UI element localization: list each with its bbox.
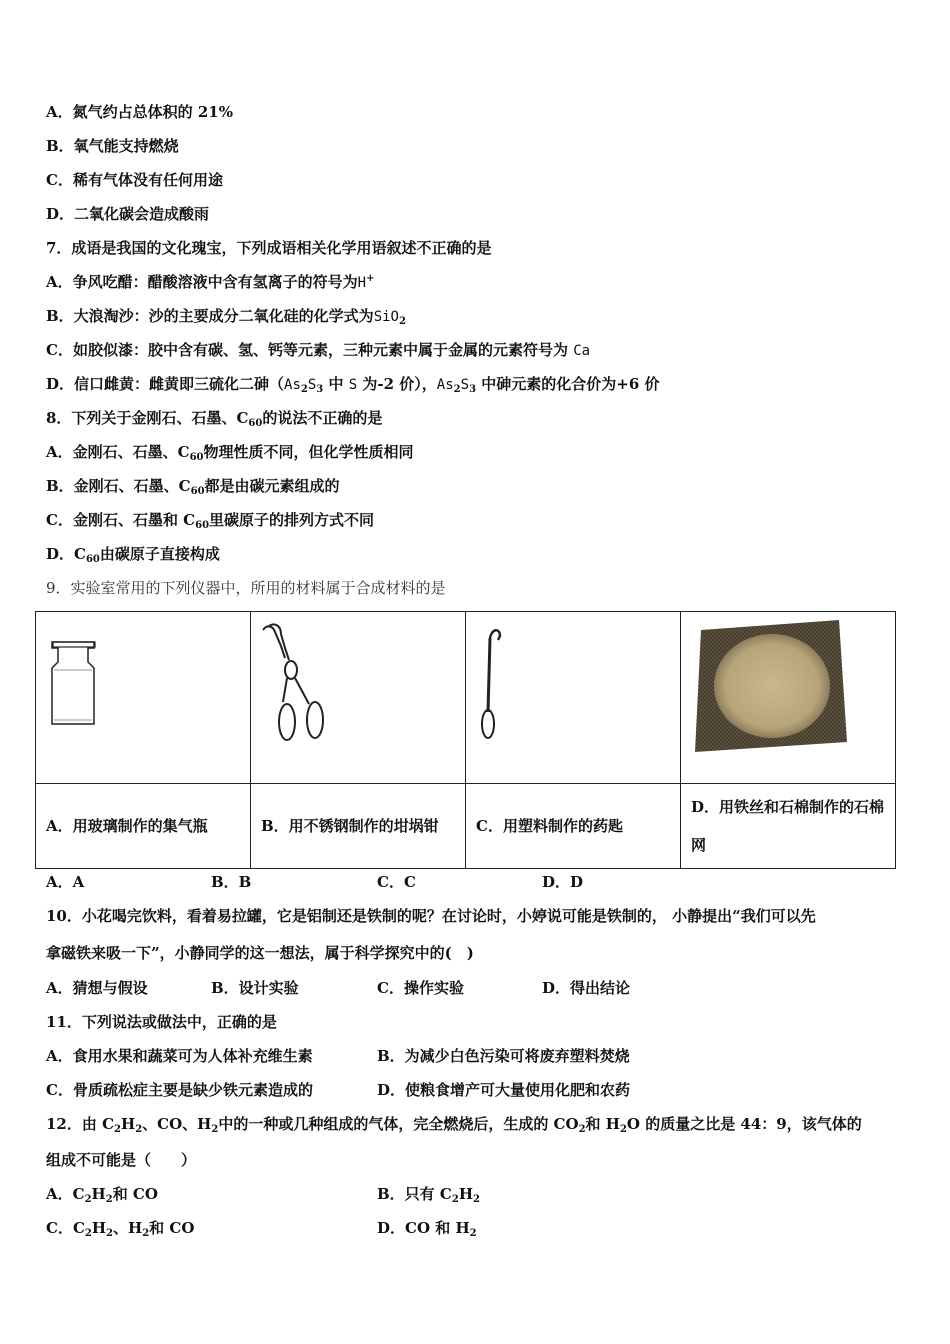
q7-d-text1: D．信口雌黄：雌黄即三硫化二砷（ <box>46 375 285 393</box>
q12-l1-s2: 2 <box>135 1124 143 1135</box>
q9-cell-b-label: B．用不锈钢制作的坩埚钳 <box>251 784 466 869</box>
q7-option-b <box>46 306 406 327</box>
q7-option-c <box>46 340 590 361</box>
q8-option-c <box>46 510 374 530</box>
q12-l1-s4: 2 <box>578 1124 586 1135</box>
q12-b-pre: B．只有 C <box>377 1185 452 1203</box>
q7-d-f2-sub: 3 <box>316 384 324 395</box>
q7-d-text2: 中 <box>328 375 344 393</box>
q9-answer-c: C．C <box>377 873 416 891</box>
q11-option-d: D．使粮食增产可大量使用化肥和农药 <box>377 1081 631 1099</box>
q8-stem <box>46 408 382 428</box>
q7-c-text: C．如胶似漆：胶中含有碳、氢、钙等元素，三种元素中属于金属的元素符号为 <box>46 341 568 359</box>
q8-option-a <box>46 442 414 462</box>
q9-cell-a-label: A．用玻璃制作的集气瓶 <box>36 784 251 869</box>
q8-a-sub: 60 <box>189 452 204 463</box>
q7-d-f3-sub: 2 <box>453 384 461 395</box>
q6-option-d: D．二氧化碳会造成酸雨 <box>46 205 210 223</box>
q10-option-c: C．操作实验 <box>377 979 464 997</box>
q7-b-formula: SiO <box>373 309 399 325</box>
q12-c-s1: 2 <box>84 1228 92 1239</box>
q12-option-a <box>46 1184 158 1204</box>
q12-l1-e: 和 H <box>585 1115 620 1133</box>
q9-stem: 9．实验室常用的下列仪器中，所用的材料属于合成材料的是 <box>46 579 446 597</box>
q7-a-text: A．争风吃醋：醋酸溶液中含有氢离子的符号为 <box>46 273 358 291</box>
q9-cell-b-image <box>251 612 466 784</box>
q7-d-text4: 中砷元素的化合价为+6 价 <box>481 375 660 393</box>
q7-b-text: B．大浪淘沙：沙的主要成分二氧化硅的化学式为 <box>46 307 374 325</box>
asbestos-gauze-icon <box>681 612 896 783</box>
q7-stem: 7．成语是我国的文化瑰宝，下列成语相关化学用语叙述不正确的是 <box>46 239 492 257</box>
q10-line2: 拿磁铁来吸一下”，小静同学的这一想法，属于科学探究中的( ) <box>46 944 474 962</box>
q12-l1-s1: 2 <box>114 1124 122 1135</box>
q8-d-sub: 60 <box>85 554 100 565</box>
q6-option-a: A．氮气约占总体积的 21% <box>46 103 233 121</box>
q9-answer-d: D．D <box>542 873 584 891</box>
q8-option-d <box>46 544 220 564</box>
q12-l1-d: 中的一种或几种组成的气体，完全燃烧后，生成的 CO <box>218 1115 579 1133</box>
q10-line1: 10．小花喝完饮料，看着易拉罐，它是铝制还是铁制的呢？在讨论时，小婷说可能是铁制的， 小静提出“我们可以先 <box>46 907 816 925</box>
medicine-spoon-icon <box>466 612 680 783</box>
q12-a-s2: 2 <box>105 1194 113 1205</box>
crucible-tongs-icon <box>251 612 466 783</box>
q12-c-mid2: 、H <box>113 1219 143 1237</box>
q7-d-f3: As <box>436 377 454 393</box>
q12-b-s2: 2 <box>473 1194 480 1205</box>
q7-a-sup: + <box>366 273 375 284</box>
q12-c-s3: 2 <box>142 1228 150 1239</box>
q12-c-post: 和 CO <box>149 1219 195 1237</box>
q7-option-d <box>46 374 660 395</box>
q9-instrument-table <box>35 611 896 869</box>
q9-cell-c-label: C．用塑料制作的药匙 <box>466 784 681 869</box>
q9-cell-d-image <box>681 612 896 784</box>
q8-stem-pre: 8．下列关于金刚石、石墨、C <box>46 409 249 427</box>
q12-d-s1: 2 <box>469 1228 477 1239</box>
q8-stem-post: 的说法不正确的是 <box>262 409 383 427</box>
q7-b-sub: 2 <box>398 316 406 327</box>
q12-c-pre: C．C <box>46 1219 85 1237</box>
gas-bottle-icon <box>36 612 249 783</box>
q12-l1-f: O 的质量之比是 44：9，该气体的 <box>626 1115 862 1133</box>
q8-a-post: 物理性质不同，但化学性质相同 <box>203 443 414 461</box>
q11-stem: 11．下列说法或做法中，正确的是 <box>46 1013 277 1031</box>
q12-c-mid: H <box>91 1219 107 1237</box>
q11-option-b: B．为减少白色污染可将废弃塑料焚烧 <box>377 1047 630 1065</box>
q7-d-f4: S <box>460 377 470 393</box>
q9-cell-d-label: D．用铁丝和石棉制作的石棉网 <box>681 784 896 869</box>
q8-c-sub: 60 <box>195 520 210 531</box>
q12-line2: 组成不可能是（ ） <box>46 1151 197 1169</box>
q7-a-formula: H <box>357 275 367 291</box>
q12-d-pre: D．CO 和 H <box>377 1219 470 1237</box>
q12-a-pre: A．C <box>46 1185 85 1203</box>
q6-option-b: B．氧气能支持燃烧 <box>46 137 179 155</box>
q12-a-s1: 2 <box>84 1194 92 1205</box>
q11-option-c: C．骨质疏松症主要是缺少铁元素造成的 <box>46 1081 313 1099</box>
q12-l1-s5: 2 <box>619 1124 627 1135</box>
q7-d-text3: 为-2 价）， <box>362 375 437 393</box>
q8-c-post: 里碳原子的排列方式不同 <box>209 511 375 529</box>
q12-b-s1: 2 <box>451 1194 459 1205</box>
q12-l1-s3: 2 <box>211 1124 219 1135</box>
q12-l1-b: H <box>121 1115 136 1133</box>
q10-option-b: B．设计实验 <box>211 979 299 997</box>
q11-option-a: A．食用水果和蔬菜可为人体补充维生素 <box>46 1047 313 1065</box>
q8-c-pre: C．金刚石、石墨和 C <box>46 511 196 529</box>
q9-answer-a: A．A <box>46 873 85 891</box>
q7-c-formula: Ca <box>573 343 591 359</box>
q8-d-pre: D．C <box>46 545 86 563</box>
q10-option-a: A．猜想与假设 <box>46 979 148 997</box>
q12-option-b <box>377 1184 480 1204</box>
q12-c-s2: 2 <box>106 1228 114 1239</box>
q7-option-a <box>46 272 374 293</box>
q8-d-post: 由碳原子直接构成 <box>99 545 220 563</box>
q12-option-c <box>46 1218 194 1238</box>
q8-a-pre: A．金刚石、石墨、C <box>46 443 190 461</box>
q6-option-c: C．稀有气体没有任何用途 <box>46 171 223 189</box>
q10-option-d: D．得出结论 <box>542 979 631 997</box>
q12-a-mid: H <box>91 1185 106 1203</box>
q12-line1 <box>46 1114 862 1134</box>
q9-cell-a-image <box>36 612 251 784</box>
q12-option-d <box>377 1218 477 1238</box>
q8-b-pre: B．金刚石、石墨、C <box>46 477 191 495</box>
q9-answer-b: B．B <box>211 873 252 891</box>
q12-b-mid: H <box>458 1185 473 1203</box>
q12-a-post: 和 CO <box>112 1185 158 1203</box>
q9-cell-c-image <box>466 612 681 784</box>
q7-d-f1: As <box>284 377 301 393</box>
q7-d-f2: S <box>307 377 317 393</box>
q7-d-s: S <box>348 377 358 393</box>
q8-option-b <box>46 476 340 496</box>
q7-d-f1-sub: 2 <box>300 384 308 395</box>
q12-l1-c: 、CO、H <box>142 1115 212 1133</box>
q12-l1-a: 12．由 C <box>46 1115 115 1133</box>
q7-d-f4-sub: 3 <box>469 384 477 395</box>
q8-stem-sub: 60 <box>248 418 263 429</box>
q8-b-sub: 60 <box>190 486 205 497</box>
q8-b-post: 都是由碳元素组成的 <box>204 477 340 495</box>
